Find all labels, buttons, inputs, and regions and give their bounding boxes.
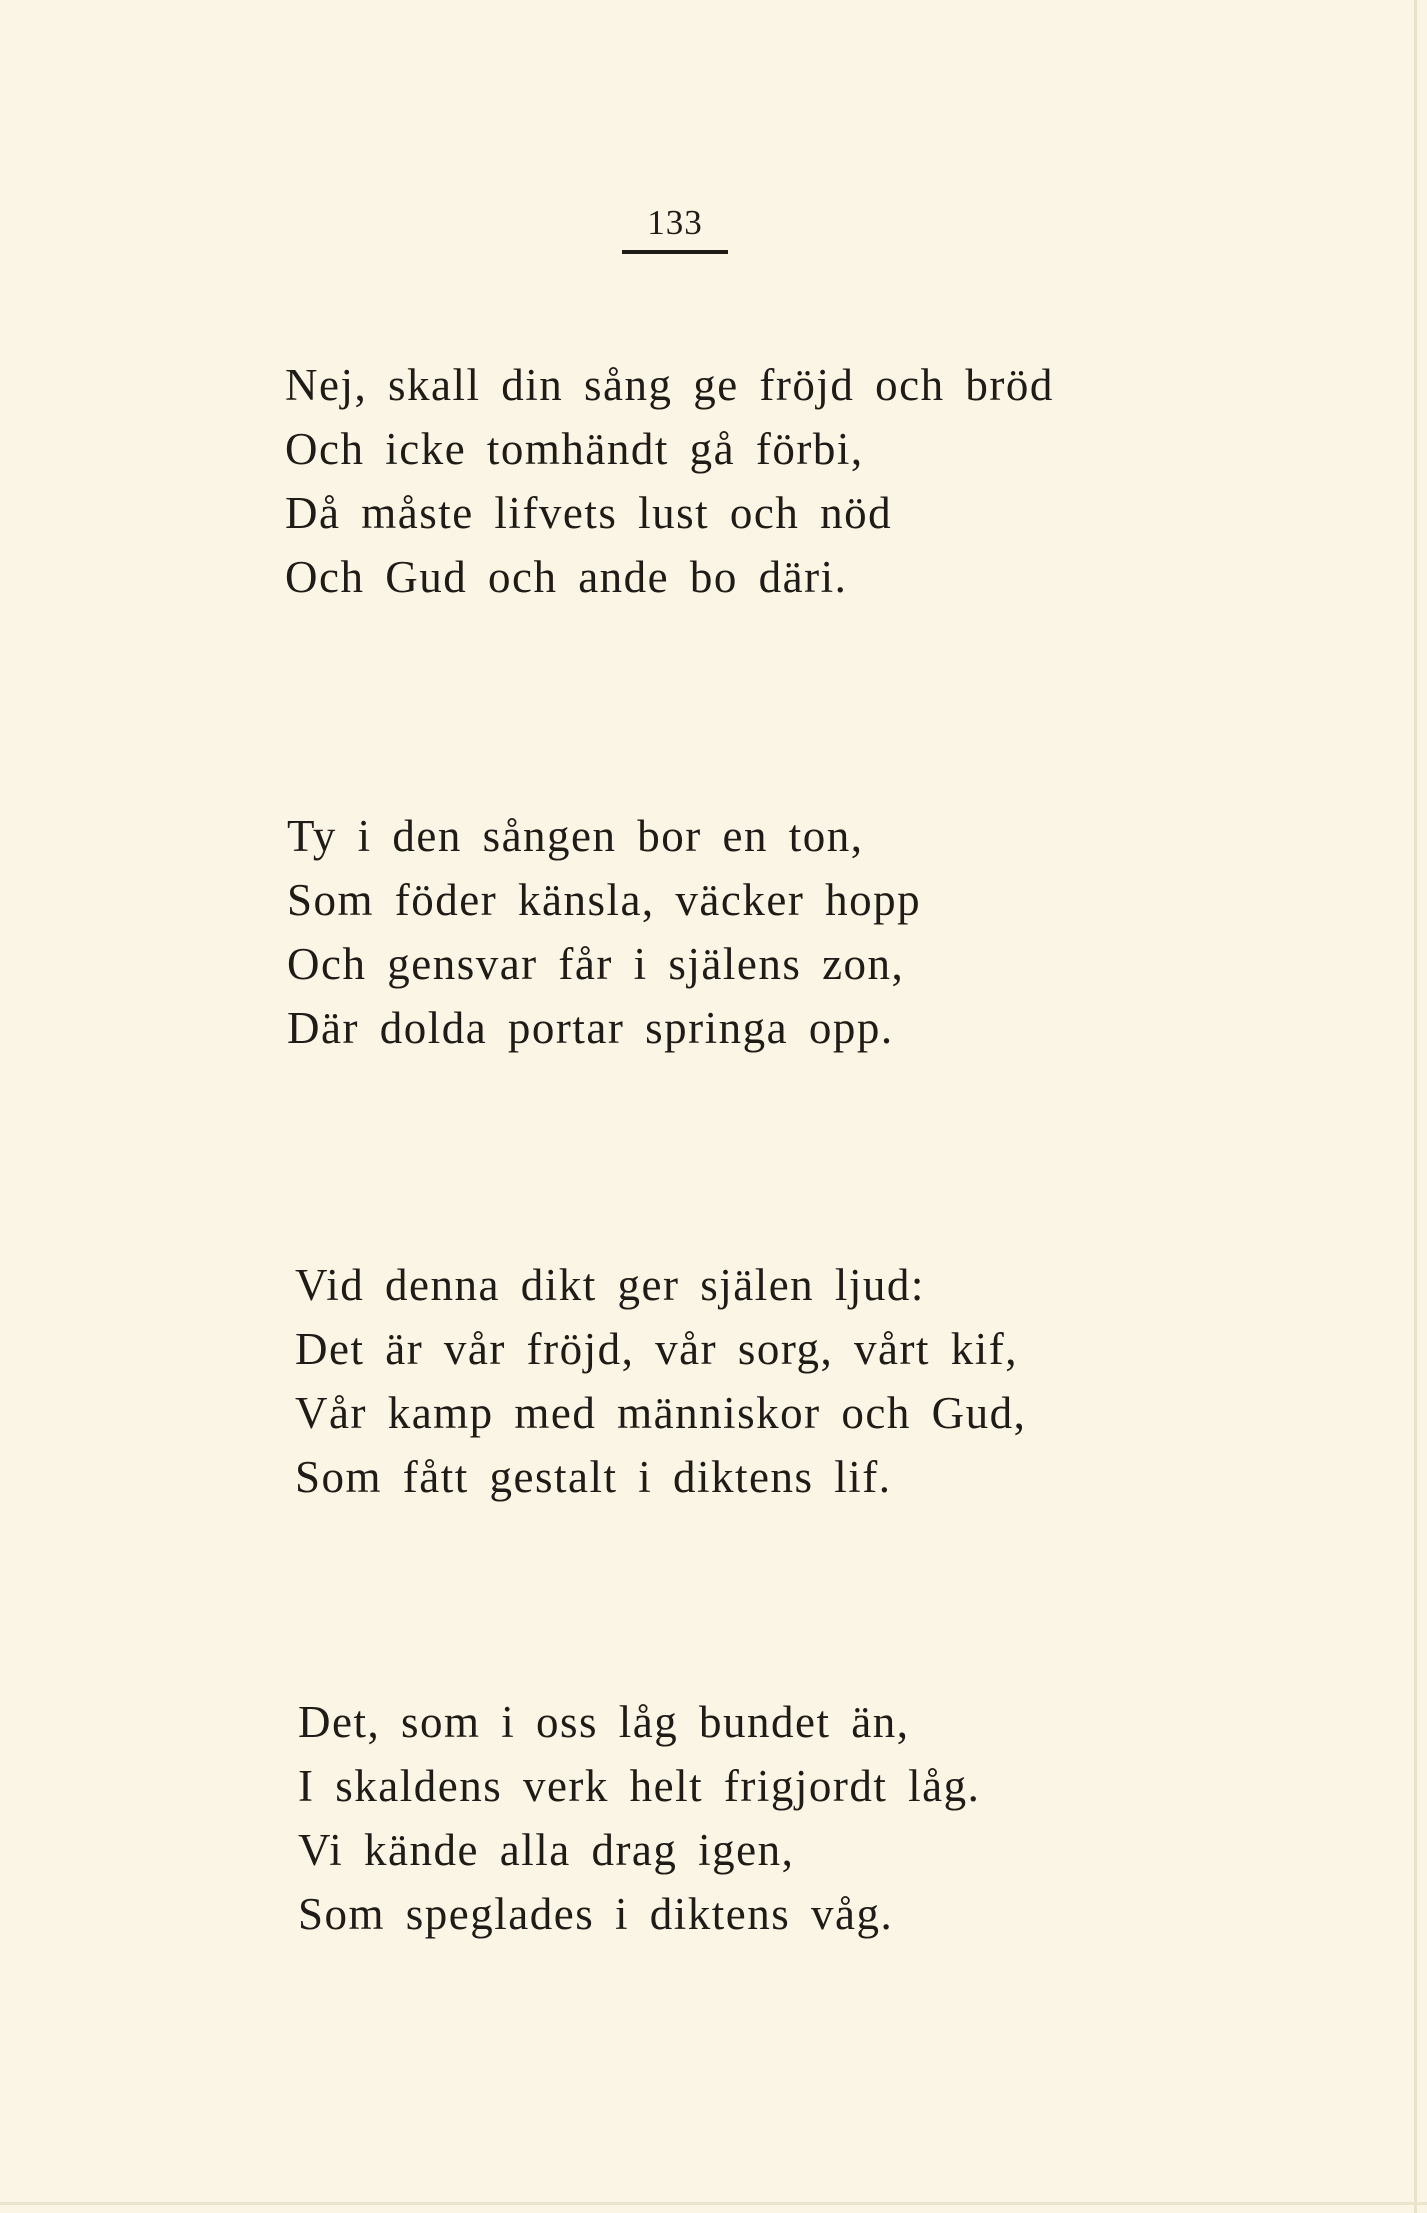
poem-stanza-2 <box>287 804 921 1060</box>
poem-line: I skaldens verk helt frigjordt låg. <box>298 1761 981 1811</box>
poem-line: Som föder känsla, väcker hopp <box>287 875 922 925</box>
page-edge-bottom <box>0 2202 1427 2205</box>
poem-line: Där dolda portar springa opp. <box>287 1003 894 1053</box>
poem-stanza-4 <box>298 1690 980 1946</box>
poem-stanza-3 <box>295 1253 1026 1509</box>
poem-line: Som speglades i diktens våg. <box>298 1889 894 1939</box>
page-number: 133 <box>647 203 703 242</box>
poem-line: Och Gud och ande bo däri. <box>285 552 848 602</box>
poem-line: Som fått gestalt i diktens lif. <box>295 1452 892 1502</box>
poem-line: Och icke tomhändt gå förbi, <box>285 424 864 474</box>
poem-line: Vid denna dikt ger själen ljud: <box>295 1260 925 1310</box>
poem-stanza-1 <box>285 353 1054 609</box>
page-edge-right <box>1414 0 1417 2213</box>
poem-line: Vår kamp med människor och Gud, <box>295 1388 1027 1438</box>
poem-line: Vi kände alla drag igen, <box>298 1825 795 1875</box>
poem-line: Och gensvar får i själens zon, <box>287 939 905 989</box>
poem-line: Det är vår fröjd, vår sorg, vårt kif, <box>295 1324 1018 1374</box>
poem-line: Det, som i oss låg bundet än, <box>298 1697 910 1747</box>
poem-line: Ty i den sången bor en ton, <box>287 811 864 861</box>
poem-line: Då måste lifvets lust och nöd <box>285 488 893 538</box>
page-number-underline <box>622 250 728 254</box>
poem-line: Nej, skall din sång ge fröjd och bröd <box>285 360 1054 410</box>
